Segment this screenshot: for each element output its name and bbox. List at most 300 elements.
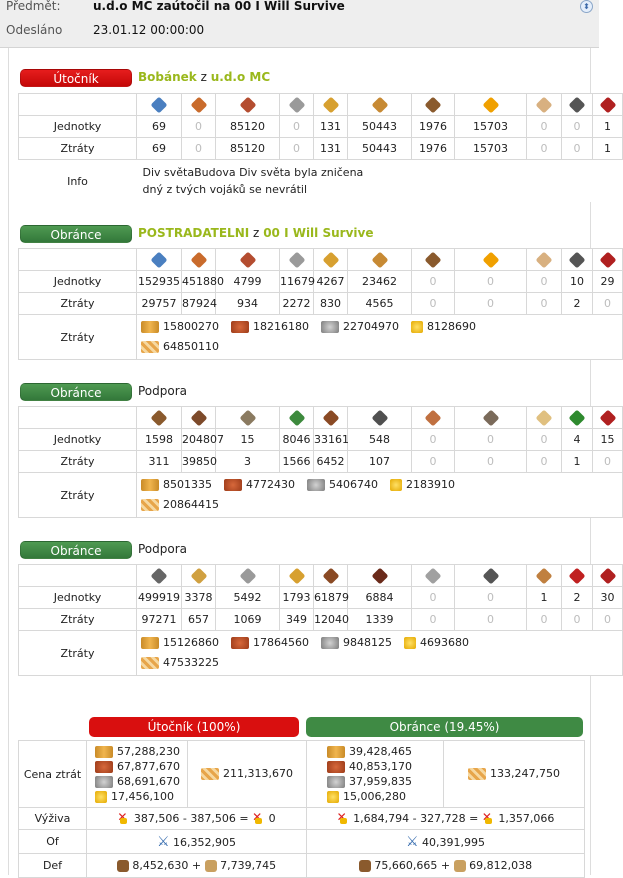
unit-count-cell: 97271 bbox=[137, 609, 182, 631]
unit-count-cell: 4 bbox=[562, 429, 593, 451]
iron-icon bbox=[321, 637, 339, 649]
defender-def-plus: + bbox=[440, 859, 451, 872]
row-label: Jednotky bbox=[19, 587, 137, 609]
defender-cena-resources bbox=[307, 741, 444, 808]
attacker-of bbox=[87, 830, 307, 854]
defender-cena-total-value: 133,247,750 bbox=[490, 767, 560, 780]
defender-3-role-badge: Obránce bbox=[20, 541, 132, 559]
attacker-role-badge: Útočník bbox=[20, 69, 132, 87]
defender-1-role-badge: Obránce bbox=[20, 225, 132, 243]
wood-icon bbox=[141, 637, 159, 649]
witch-icon bbox=[569, 251, 586, 268]
unit-count-cell: 0 bbox=[280, 138, 314, 160]
unit-count-cell: 39850 bbox=[182, 451, 216, 473]
crossed-swords-icon: ⚔ bbox=[156, 833, 170, 850]
defender-2-role-badge: Obránce bbox=[20, 383, 132, 401]
crop-upkeep-icon bbox=[117, 812, 130, 825]
unit-count-cell: 4565 bbox=[348, 293, 412, 315]
unit-count-cell: 152935 bbox=[137, 271, 182, 293]
unit-icon-cell bbox=[527, 94, 562, 116]
clay-icon bbox=[231, 321, 249, 333]
horse-icon bbox=[371, 567, 388, 584]
unit-count-cell: 548 bbox=[348, 429, 412, 451]
unit-count-cell: 23462 bbox=[348, 271, 412, 293]
icon-row-spacer bbox=[19, 565, 137, 587]
sword-icon bbox=[190, 567, 207, 584]
unit-count-cell: 499919 bbox=[137, 587, 182, 609]
unit-icon-cell bbox=[216, 407, 280, 429]
horse-icon bbox=[371, 96, 388, 113]
infantry-def-icon bbox=[359, 860, 371, 872]
loss-label: Ztráty bbox=[19, 315, 137, 360]
crop-icon bbox=[95, 791, 107, 803]
total-resources-icon bbox=[201, 768, 219, 780]
loss-resources bbox=[137, 631, 623, 676]
subject-row bbox=[0, 0, 580, 18]
defender-vyziva-eq: = bbox=[469, 811, 479, 825]
sent-label: Odesláno bbox=[6, 23, 63, 37]
unit-icon-cell bbox=[314, 565, 348, 587]
attacker-units-table bbox=[18, 93, 623, 202]
unit-icon-cell bbox=[562, 565, 593, 587]
attacker-cena-clay: 67,877,670 bbox=[117, 760, 180, 773]
iron-icon bbox=[95, 776, 113, 788]
summary-def-row bbox=[19, 854, 585, 878]
defender-vyziva-c: 1,357,066 bbox=[498, 811, 555, 825]
unit-count-cell: 131 bbox=[314, 138, 348, 160]
row-label: Ztráty bbox=[19, 609, 137, 631]
unit-count-cell: 1069 bbox=[216, 609, 280, 631]
unit-count-cell: 0 bbox=[182, 116, 216, 138]
sword-icon bbox=[190, 251, 207, 268]
defender-1-title bbox=[138, 226, 373, 240]
defender-1-player-link[interactable]: POSTRADATELNI bbox=[138, 226, 250, 240]
def-label: Def bbox=[19, 854, 87, 878]
defender-cena-iron: 37,959,835 bbox=[349, 775, 412, 788]
loss-resources-row bbox=[19, 473, 623, 518]
unit-count-cell: 657 bbox=[182, 609, 216, 631]
loss-resources bbox=[137, 315, 623, 360]
defender-1-z: z bbox=[253, 226, 260, 240]
unit-count-cell: 0 bbox=[455, 609, 527, 631]
loss-crop-value: 2183910 bbox=[406, 478, 455, 491]
unit-count-cell: 2 bbox=[562, 587, 593, 609]
wood-icon bbox=[95, 746, 113, 758]
unit-count-cell: 69 bbox=[137, 138, 182, 160]
unit-count-cell: 0 bbox=[280, 116, 314, 138]
horse-icon bbox=[288, 567, 305, 584]
unit-count-cell: 349 bbox=[280, 609, 314, 631]
summary-of-row bbox=[19, 830, 585, 854]
unit-count-cell: 5492 bbox=[216, 587, 280, 609]
loss-label: Ztráty bbox=[19, 473, 137, 518]
attacker-vyziva-b: 387,506 bbox=[190, 811, 236, 825]
unit-count-cell: 2 bbox=[562, 293, 593, 315]
helmet-icon bbox=[599, 409, 616, 426]
battle-report bbox=[8, 48, 615, 875]
horse-icon bbox=[288, 251, 305, 268]
unit-icon-cell bbox=[527, 565, 562, 587]
unit-count-cell: 6884 bbox=[348, 587, 412, 609]
attacker-cena-resources bbox=[87, 741, 188, 808]
defender-def-b: 69,812,038 bbox=[469, 859, 533, 872]
unit-icon-cell bbox=[182, 565, 216, 587]
defender-of-value: 40,391,995 bbox=[422, 835, 486, 849]
unit-count-cell: 0 bbox=[562, 138, 593, 160]
loss-clay-value: 18216180 bbox=[253, 320, 309, 333]
unit-count-cell: 451880 bbox=[182, 271, 216, 293]
axe-icon bbox=[239, 409, 256, 426]
unit-count-cell: 1566 bbox=[280, 451, 314, 473]
cavalry-def-icon bbox=[454, 860, 466, 872]
info-line: Div světaBudova Div světa byla zničena bbox=[142, 166, 364, 179]
defender-def bbox=[307, 854, 585, 878]
unit-count-cell: 2272 bbox=[280, 293, 314, 315]
attacker-z: z bbox=[200, 70, 207, 84]
unit-data-row bbox=[19, 138, 623, 160]
unit-count-cell: 1976 bbox=[412, 138, 455, 160]
unit-count-cell: 0 bbox=[593, 609, 623, 631]
unit-count-cell: 0 bbox=[527, 451, 562, 473]
iron-icon bbox=[307, 479, 325, 491]
unit-icon-cell bbox=[314, 94, 348, 116]
defender-3-title bbox=[138, 542, 187, 556]
crop-icon bbox=[404, 637, 416, 649]
unit-icon-cell bbox=[348, 249, 412, 271]
unit-count-cell: 69 bbox=[137, 116, 182, 138]
unit-icon-cell bbox=[348, 565, 412, 587]
unit-data-row bbox=[19, 451, 623, 473]
unit-count-cell: 10 bbox=[562, 271, 593, 293]
defender-cena-clay: 40,853,170 bbox=[349, 760, 412, 773]
unit-icon-cell bbox=[182, 94, 216, 116]
crop-icon bbox=[327, 791, 339, 803]
subject-label: Předmět: bbox=[6, 0, 61, 13]
unit-count-cell: 50443 bbox=[348, 138, 412, 160]
icon-row-spacer bbox=[19, 94, 137, 116]
total-resources-icon bbox=[141, 499, 159, 511]
unit-count-cell: 15703 bbox=[455, 116, 527, 138]
cavalry-def-icon bbox=[205, 860, 217, 872]
ram-icon bbox=[425, 251, 442, 268]
cena-label: Cena ztrát bbox=[19, 741, 87, 808]
vyziva-label: Výživa bbox=[19, 808, 87, 830]
unit-count-cell: 0 bbox=[527, 609, 562, 631]
info-label: Info bbox=[67, 174, 88, 188]
helmet-icon bbox=[599, 96, 616, 113]
loss-clay-value: 4772430 bbox=[246, 478, 295, 491]
unit-icon-cell bbox=[280, 407, 314, 429]
unit-icon-cell bbox=[593, 407, 623, 429]
unit-count-cell: 15703 bbox=[455, 138, 527, 160]
wood-icon bbox=[141, 479, 159, 491]
unit-icon-cell bbox=[412, 94, 455, 116]
unit-count-cell: 1 bbox=[593, 116, 623, 138]
unit-count-cell: 0 bbox=[562, 116, 593, 138]
unit-count-cell: 33161 bbox=[314, 429, 348, 451]
unit-count-cell: 0 bbox=[527, 116, 562, 138]
catapult-icon bbox=[482, 409, 499, 426]
loss-wood-value: 8501335 bbox=[163, 478, 212, 491]
crop-icon bbox=[390, 479, 402, 491]
unit-count-cell: 87924 bbox=[182, 293, 216, 315]
horse-icon bbox=[239, 567, 256, 584]
unit-icon-row bbox=[19, 249, 623, 271]
total-resources-icon bbox=[468, 768, 486, 780]
defender-1-alliance-link[interactable]: 00 I Will Survive bbox=[263, 226, 374, 240]
loss-iron-value: 9848125 bbox=[343, 636, 392, 649]
attacker-cena-total-value: 211,313,670 bbox=[223, 767, 293, 780]
unit-count-cell: 4267 bbox=[314, 271, 348, 293]
unit-count-cell: 1 bbox=[593, 138, 623, 160]
unit-icon-cell bbox=[280, 94, 314, 116]
crop-upkeep-icon bbox=[337, 812, 350, 825]
sword-icon bbox=[151, 96, 168, 113]
unit-count-cell: 29 bbox=[593, 271, 623, 293]
fire-icon bbox=[482, 251, 499, 268]
horse-icon bbox=[288, 96, 305, 113]
iron-icon bbox=[321, 321, 339, 333]
unit-count-cell: 12040 bbox=[314, 609, 348, 631]
subject-value: u.d.o MC zaútočil na 00 I Will Survive bbox=[93, 0, 345, 13]
chief-icon bbox=[536, 409, 553, 426]
club-icon bbox=[151, 567, 168, 584]
loss-wood-value: 15800270 bbox=[163, 320, 219, 333]
unit-icon-cell bbox=[455, 565, 527, 587]
unit-count-cell: 0 bbox=[455, 451, 527, 473]
unit-icon-cell bbox=[593, 565, 623, 587]
unit-icon-cell bbox=[593, 94, 623, 116]
loss-label: Ztráty bbox=[19, 631, 137, 676]
attacker-cena-wood: 57,288,230 bbox=[117, 745, 180, 758]
attacker-def-a: 8,452,630 bbox=[132, 859, 189, 872]
clay-icon bbox=[95, 761, 113, 773]
unit-count-cell: 0 bbox=[412, 587, 455, 609]
summary-vyziva-row bbox=[19, 808, 585, 830]
unit-count-cell: 1598 bbox=[137, 429, 182, 451]
horse-icon bbox=[322, 96, 339, 113]
unit-count-cell: 1793 bbox=[280, 587, 314, 609]
unit-icon-cell bbox=[182, 407, 216, 429]
defender-cena-wood: 39,428,465 bbox=[349, 745, 412, 758]
loss-total-value: 47533225 bbox=[163, 656, 219, 669]
icon-row-spacer bbox=[19, 407, 137, 429]
unit-count-cell: 85120 bbox=[216, 138, 280, 160]
loss-wood bbox=[141, 633, 219, 653]
crop-upkeep-icon bbox=[482, 812, 495, 825]
unit-icon-cell bbox=[216, 94, 280, 116]
summary-attacker-head: Útočník (100%) bbox=[89, 717, 299, 737]
attacker-alliance-link[interactable]: u.d.o MC bbox=[210, 70, 271, 84]
attacker-player-link[interactable]: Bobánek bbox=[138, 70, 197, 84]
unit-icon-cell bbox=[137, 94, 182, 116]
horse-icon bbox=[322, 567, 339, 584]
info-row bbox=[19, 160, 623, 203]
defender-cena-total bbox=[444, 741, 585, 808]
unit-count-cell: 131 bbox=[314, 116, 348, 138]
unit-count-cell: 0 bbox=[455, 271, 527, 293]
loss-wood bbox=[141, 475, 212, 495]
loss-clay bbox=[224, 475, 295, 495]
witch-icon bbox=[569, 96, 586, 113]
summary-cena-row bbox=[19, 741, 585, 808]
unit-count-cell: 61879 bbox=[314, 587, 348, 609]
defender-of bbox=[307, 830, 585, 854]
icon-row-spacer bbox=[19, 249, 137, 271]
crossed-swords-icon: ⚔ bbox=[405, 833, 419, 850]
horse-icon bbox=[371, 251, 388, 268]
helmet-icon bbox=[599, 251, 616, 268]
unit-count-cell: 11679 bbox=[280, 271, 314, 293]
loss-iron bbox=[307, 475, 378, 495]
row-label: Ztráty bbox=[19, 138, 137, 160]
unit-icon-cell bbox=[348, 407, 412, 429]
unit-count-cell: 3 bbox=[216, 451, 280, 473]
loss-iron bbox=[321, 317, 399, 337]
loss-total bbox=[141, 337, 219, 357]
unit-icon-cell bbox=[216, 249, 280, 271]
unit-icon-cell bbox=[593, 249, 623, 271]
crop-upkeep-icon bbox=[252, 812, 265, 825]
loss-crop bbox=[404, 633, 469, 653]
iron-icon bbox=[327, 776, 345, 788]
club-icon bbox=[151, 409, 168, 426]
attacker-cena-iron: 68,691,670 bbox=[117, 775, 180, 788]
defender-cena-crop: 15,006,280 bbox=[343, 790, 406, 803]
chief-icon bbox=[536, 567, 553, 584]
defender-2-units-table bbox=[18, 406, 623, 518]
scroll-arrows-icon[interactable]: ⬍ bbox=[580, 0, 593, 13]
unit-data-row bbox=[19, 293, 623, 315]
defender-3-units-table bbox=[18, 564, 623, 676]
attacker-vyziva bbox=[87, 808, 307, 830]
unit-icon-cell bbox=[216, 565, 280, 587]
unit-count-cell: 0 bbox=[412, 609, 455, 631]
unit-count-cell: 0 bbox=[412, 271, 455, 293]
unit-icon-cell bbox=[412, 249, 455, 271]
crop-icon bbox=[411, 321, 423, 333]
unit-count-cell: 311 bbox=[137, 451, 182, 473]
unit-count-cell: 0 bbox=[527, 429, 562, 451]
attacker-def bbox=[87, 854, 307, 878]
chief-icon bbox=[536, 251, 553, 268]
ram-icon bbox=[425, 409, 442, 426]
sent-value: 23.01.12 00:00:00 bbox=[93, 23, 205, 37]
unit-count-cell: 0 bbox=[182, 138, 216, 160]
unit-count-cell: 0 bbox=[527, 271, 562, 293]
attacker-cena-total bbox=[188, 741, 307, 808]
loss-wood-value: 15126860 bbox=[163, 636, 219, 649]
loss-wood bbox=[141, 317, 219, 337]
catapult-icon bbox=[482, 567, 499, 584]
boot-icon bbox=[288, 409, 305, 426]
sword-icon bbox=[151, 251, 168, 268]
loss-clay bbox=[231, 633, 309, 653]
unit-icon-cell bbox=[280, 249, 314, 271]
row-label: Ztráty bbox=[19, 451, 137, 473]
helmet-icon bbox=[599, 567, 616, 584]
total-resources-icon bbox=[141, 657, 159, 669]
horse-icon bbox=[371, 409, 388, 426]
attacker-title bbox=[138, 70, 270, 84]
unit-count-cell: 0 bbox=[412, 451, 455, 473]
defender-vyziva-minus: - bbox=[412, 811, 417, 825]
unit-icon-cell bbox=[137, 407, 182, 429]
defender-def-a: 75,660,665 bbox=[374, 859, 438, 872]
unit-count-cell: 0 bbox=[455, 293, 527, 315]
loss-clay bbox=[231, 317, 309, 337]
loss-resources bbox=[137, 473, 623, 518]
loss-crop-value: 4693680 bbox=[420, 636, 469, 649]
attacker-of-value: 16,352,905 bbox=[173, 835, 237, 849]
summary-defender-head: Obránce (19.45%) bbox=[306, 717, 583, 737]
unit-data-row bbox=[19, 609, 623, 631]
unit-count-cell: 0 bbox=[412, 429, 455, 451]
infantry-def-icon bbox=[117, 860, 129, 872]
unit-count-cell: 50443 bbox=[348, 116, 412, 138]
defender-vyziva-b: 327,728 bbox=[420, 811, 466, 825]
unit-icon-cell bbox=[182, 249, 216, 271]
unit-icon-cell bbox=[137, 565, 182, 587]
loss-resources-row bbox=[19, 631, 623, 676]
loss-crop bbox=[390, 475, 455, 495]
unit-count-cell: 204807 bbox=[182, 429, 216, 451]
wood-icon bbox=[141, 321, 159, 333]
message-header bbox=[0, 0, 599, 48]
unit-icon-cell bbox=[280, 565, 314, 587]
unit-count-cell: 8046 bbox=[280, 429, 314, 451]
unit-count-cell: 107 bbox=[348, 451, 412, 473]
chief-icon bbox=[536, 96, 553, 113]
total-resources-icon bbox=[141, 341, 159, 353]
unit-count-cell: 0 bbox=[562, 609, 593, 631]
unit-count-cell: 1 bbox=[562, 451, 593, 473]
row-label: Jednotky bbox=[19, 271, 137, 293]
loss-clay-value: 17864560 bbox=[253, 636, 309, 649]
spear-icon bbox=[190, 409, 207, 426]
info-line: dný z tvých vojáků se nevrátil bbox=[142, 183, 308, 196]
unit-icon-cell bbox=[137, 249, 182, 271]
of-label: Of bbox=[19, 830, 87, 854]
attacker-def-plus: + bbox=[191, 859, 202, 872]
info-text bbox=[137, 160, 623, 203]
witch-icon bbox=[569, 409, 586, 426]
witch-icon bbox=[569, 567, 586, 584]
attacker-vyziva-c: 0 bbox=[268, 811, 276, 825]
unit-icon-row bbox=[19, 94, 623, 116]
row-label: Jednotky bbox=[19, 429, 137, 451]
horse-icon bbox=[322, 251, 339, 268]
unit-icon-cell bbox=[562, 94, 593, 116]
unit-icon-cell bbox=[527, 249, 562, 271]
sword-icon bbox=[190, 96, 207, 113]
unit-data-row bbox=[19, 429, 623, 451]
unit-count-cell: 0 bbox=[412, 293, 455, 315]
unit-count-cell: 15 bbox=[593, 429, 623, 451]
clay-icon bbox=[231, 637, 249, 649]
row-label: Ztráty bbox=[19, 293, 137, 315]
unit-count-cell: 3378 bbox=[182, 587, 216, 609]
unit-count-cell: 830 bbox=[314, 293, 348, 315]
unit-count-cell: 1976 bbox=[412, 116, 455, 138]
unit-count-cell: 6452 bbox=[314, 451, 348, 473]
defender-vyziva-a: 1,684,794 bbox=[353, 811, 410, 825]
attacker-def-b: 7,739,745 bbox=[220, 859, 277, 872]
unit-data-row bbox=[19, 116, 623, 138]
attacker-cena-crop: 17,456,100 bbox=[111, 790, 174, 803]
unit-icon-row bbox=[19, 565, 623, 587]
sword-icon bbox=[239, 251, 256, 268]
